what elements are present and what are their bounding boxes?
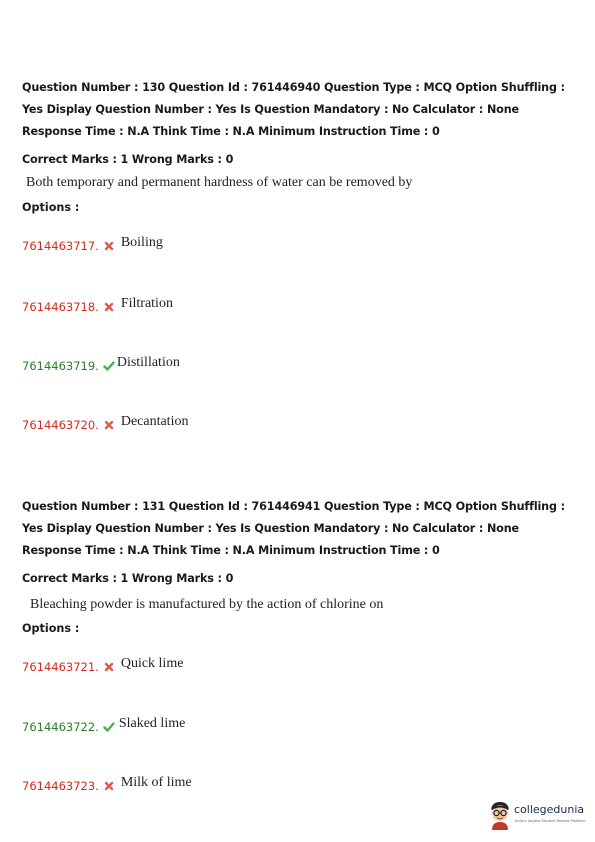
option-item[interactable] <box>22 776 192 796</box>
cross-icon <box>103 301 115 313</box>
option-id: 7614463720. <box>22 418 99 432</box>
option-id: 7614463719. <box>22 359 99 373</box>
option-item[interactable] <box>22 415 188 435</box>
question-text: Both temporary and permanent hardness of water can be removed by <box>26 175 413 190</box>
option-id: 7614463723. <box>22 779 99 793</box>
logo-name: collegedunia <box>514 803 585 816</box>
option-item[interactable] <box>22 297 173 317</box>
option-item[interactable] <box>22 356 180 376</box>
option-id: 7614463721. <box>22 660 99 674</box>
marks-info: Correct Marks : 1 Wrong Marks : 0 <box>22 153 234 166</box>
check-icon <box>103 721 115 733</box>
option-id: 7614463718. <box>22 300 99 314</box>
question-text: Bleaching powder is manufactured by the action of chlorine on <box>30 597 384 612</box>
check-icon <box>103 360 115 372</box>
collegedunia-logo[interactable] <box>488 800 588 832</box>
question-meta: Question Number : 130 Question Id : 761446940 Question Type : MCQ Option Shuffling : Yes Display Question Number : Yes Is Question Mandatory : No Calculator : None Response Time : N.A Think Time : N.A Minimum Instruction Time : 0 <box>22 81 565 138</box>
options-label: Options : <box>22 622 80 635</box>
option-item[interactable] <box>22 657 183 677</box>
option-text: Boiling <box>120 235 163 250</box>
cross-icon <box>103 419 115 431</box>
option-id: 7614463717. <box>22 239 99 253</box>
option-text: Decantation <box>120 414 189 429</box>
cross-icon <box>103 661 115 673</box>
option-item[interactable] <box>22 717 185 737</box>
option-text: Distillation <box>116 355 180 370</box>
mascot-icon <box>488 800 512 830</box>
option-text: Filtration <box>120 296 173 311</box>
option-id: 7614463722. <box>22 720 99 734</box>
marks-info: Correct Marks : 1 Wrong Marks : 0 <box>22 572 234 585</box>
option-text: Quick lime <box>120 656 184 671</box>
option-text: Slaked lime <box>118 716 186 731</box>
option-text: Milk of lime <box>120 775 192 790</box>
cross-icon <box>103 240 115 252</box>
logo-tagline: India's largest Student Review Platform <box>515 819 586 823</box>
options-label: Options : <box>22 201 80 214</box>
option-item[interactable] <box>22 236 163 256</box>
cross-icon <box>103 780 115 792</box>
question-meta: Question Number : 131 Question Id : 761446941 Question Type : MCQ Option Shuffling : Yes Display Question Number : Yes Is Question Mandatory : No Calculator : None Response Time : N.A Think Time : N.A Minimum Instruction Time : 0 <box>22 500 565 557</box>
